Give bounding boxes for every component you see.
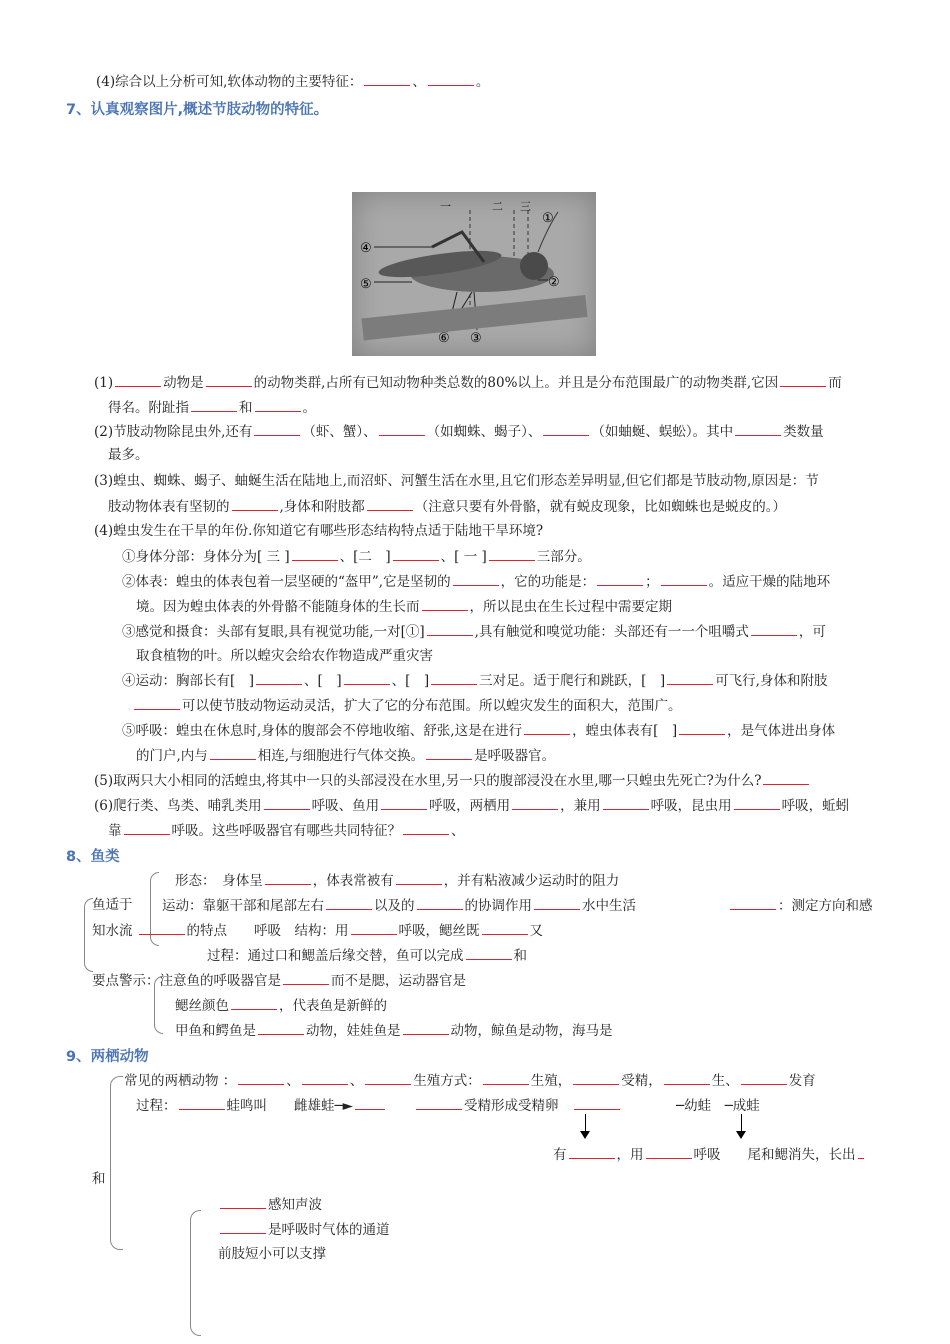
text: (6)爬行类、鸟类、哺乳类用: [94, 798, 262, 814]
arrow-icon: ─►: [334, 1098, 354, 1114]
answer-blank[interactable]: [453, 572, 499, 586]
answer-blank[interactable]: [574, 1096, 620, 1110]
text: 知水流: [92, 923, 133, 939]
answer-blank[interactable]: [751, 622, 797, 636]
text: 受精，: [621, 1073, 662, 1089]
answer-blank[interactable]: [326, 896, 372, 910]
text: 过程：: [136, 1098, 177, 1114]
s8-process: [207, 946, 527, 965]
section-9-title: 9、两栖动物: [66, 1049, 149, 1065]
answer-blank[interactable]: [264, 796, 310, 810]
text: 要点警示：注意鱼的呼吸器官是: [92, 973, 281, 989]
s7-line-3b: [108, 497, 786, 516]
text: 受精形成受精卵: [464, 1098, 559, 1114]
grasshopper-drawing: [352, 192, 596, 356]
answer-blank[interactable]: [351, 921, 397, 935]
answer-blank[interactable]: [355, 1096, 385, 1110]
answer-blank[interactable]: [403, 821, 449, 835]
text: ①身体分部：身体分为[ 三 ]: [122, 549, 290, 565]
answer-blank[interactable]: [597, 572, 643, 586]
text: 呼吸，鳃丝既: [398, 923, 480, 939]
dash: ─: [676, 1098, 685, 1114]
answer-blank[interactable]: [483, 1071, 529, 1085]
s7-line-4-2: [122, 572, 830, 591]
text: (1): [94, 375, 114, 391]
answer-blank[interactable]: [403, 1021, 449, 1035]
answer-blank[interactable]: [569, 1145, 615, 1159]
text: (2)节肢动物除昆虫外,还有: [94, 424, 253, 440]
text: ③感觉和摄食：头部有复眼,具有视觉功能,一对[①]: [122, 624, 425, 640]
answer-blank[interactable]: [265, 871, 311, 885]
text: 成蛙: [732, 1098, 760, 1114]
answer-blank[interactable]: [256, 671, 302, 685]
section-8-title: 8、鱼类: [66, 849, 120, 865]
text: 、[ ]: [304, 673, 342, 689]
text: 幼蛙: [684, 1098, 712, 1114]
s7-line-2: [94, 422, 824, 441]
answer-blank[interactable]: [679, 721, 725, 735]
text: 甲鱼和鳄鱼是: [175, 1023, 256, 1039]
text: 境。因为蝗虫体表的外骨骼不能随身体的生长而: [136, 599, 420, 615]
s9-and: [92, 1170, 106, 1188]
s8-form: [175, 871, 619, 890]
answer-blank[interactable]: [220, 1195, 266, 1209]
text: （如蚰蜒、蜈蚣）。其中: [591, 424, 734, 440]
text: 而不是腮，运动器官是: [331, 973, 466, 989]
q4-4-line: [96, 72, 489, 91]
fig-circ-4: ④: [360, 241, 372, 256]
s8-color: [175, 996, 387, 1015]
s7-line-4-4b: [132, 696, 682, 715]
text: 的动物类群,占所有已知动物种类总数的80%以上。并且是分布范围最广的动物类群,它因: [253, 375, 779, 391]
fig-circ-5: ⑤: [360, 277, 372, 292]
answer-blank[interactable]: [365, 1071, 411, 1085]
answer-blank[interactable]: [466, 946, 512, 960]
text: 生殖方式：: [413, 1073, 481, 1089]
text: 生、: [711, 1073, 739, 1089]
s9-nose: [218, 1220, 390, 1239]
text: （虾、蟹）、: [302, 424, 377, 440]
answer-blank[interactable]: [364, 72, 410, 86]
answer-blank[interactable]: [210, 746, 256, 760]
answer-blank[interactable]: [482, 921, 528, 935]
answer-blank[interactable]: [489, 547, 535, 561]
text: 、: [349, 1073, 364, 1089]
q4-4-text: (4)综合以上分析可知,软体动物的主要特征：: [96, 74, 363, 90]
text: 可以使节肢动物运动灵活，扩大了它的分布范围。所以蝗灾发生的面积大，范围广。: [182, 698, 682, 714]
grasshopper-figure: [352, 192, 596, 356]
answer-blank[interactable]: [220, 1220, 266, 1234]
text: 呼吸，蚯蚓: [781, 798, 850, 814]
answer-blank[interactable]: [191, 398, 237, 412]
text: 得名。附趾指: [108, 400, 189, 416]
answer-blank[interactable]: [543, 422, 589, 436]
text: 。: [302, 400, 316, 416]
answer-blank[interactable]: [179, 1096, 225, 1110]
answer-blank[interactable]: [426, 746, 472, 760]
answer-blank[interactable]: [115, 373, 161, 387]
answer-blank[interactable]: [416, 1096, 462, 1110]
answer-blank[interactable]: [667, 671, 713, 685]
answer-blank[interactable]: [730, 896, 776, 910]
s8-animals: [175, 1021, 613, 1040]
text: ，所以昆虫在生长过程中需要定期: [469, 599, 672, 615]
s9-ear: [218, 1195, 322, 1214]
s7-line-4: [94, 522, 543, 540]
text: ，兼用: [560, 798, 601, 814]
text: 水中生活: [582, 898, 636, 914]
answer-blank[interactable]: [763, 771, 809, 785]
text: (5)取两只大小相同的活蝗虫,将其中一只的头部浸没在水里,另一只的腹部浸没在水里,哪一只蝗虫先死亡?为什么?: [94, 773, 762, 789]
text: 、: [286, 1073, 300, 1089]
s9-process: [136, 1096, 760, 1115]
s8-move: [162, 896, 636, 915]
text: 发育: [788, 1073, 816, 1089]
answer-blank[interactable]: [431, 671, 477, 685]
text: 呼吸，昆虫用: [650, 798, 732, 814]
answer-blank[interactable]: [302, 1071, 348, 1085]
sep: 、: [412, 74, 426, 90]
text: 、[ ]: [391, 673, 430, 689]
text: 呼吸: [693, 1147, 721, 1163]
s7-line-4-5: [122, 721, 835, 740]
text: 是呼吸器官。: [474, 748, 556, 764]
text: (4)蝗虫发生在干旱的年份.你知道它有哪些形态结构特点适于陆地干旱环境?: [94, 523, 544, 539]
text: 、: [451, 823, 465, 839]
text: 动物，鲸鱼是动物，海马是: [450, 1023, 613, 1039]
text: 三部分。: [536, 549, 591, 565]
text: ⑤呼吸：蝗虫在休息时,身体的腹部会不停地收缩、舒张,这是在进行: [122, 723, 523, 739]
text: 蛙鸣叫: [226, 1098, 267, 1114]
fig-circ-2: ②: [548, 275, 560, 290]
text: 的特点: [186, 923, 227, 939]
s7-line-1: [94, 373, 842, 392]
s7-line-1b: [108, 398, 316, 417]
text: 又: [529, 923, 543, 939]
text: 以及的: [374, 898, 415, 914]
text: 的协调作用: [464, 898, 532, 914]
fig-label-2: 二: [492, 200, 503, 213]
answer-blank[interactable]: [734, 796, 780, 810]
answer-blank[interactable]: [238, 1071, 284, 1085]
text: （如蜘蛛、蝎子）、: [426, 424, 542, 440]
text: ,身体和附肢都: [279, 499, 365, 515]
answer-blank[interactable]: [427, 622, 473, 636]
text: 呼吸 结构：用: [254, 923, 349, 939]
fig-circ-3: ③: [470, 331, 482, 346]
text: ；: [645, 574, 659, 590]
text: 常见的两栖动物 ：: [124, 1073, 237, 1089]
text: 动物，娃娃鱼是: [306, 1023, 401, 1039]
section-7-title: 7、认真观察图片,概述节肢动物的特征。: [66, 102, 329, 118]
answer-blank[interactable]: [283, 971, 329, 985]
s7-line-5: [94, 771, 811, 790]
answer-blank[interactable]: [603, 796, 649, 810]
text: 形态： 身体呈: [175, 873, 263, 889]
fig-label-3: 三: [520, 200, 531, 213]
answer-blank[interactable]: [735, 422, 781, 436]
answer-blank[interactable]: [134, 696, 180, 710]
s8-side1: [92, 896, 133, 914]
text: ④运动：胸部长有[ ]: [122, 673, 255, 689]
answer-blank[interactable]: [524, 721, 570, 735]
s7-line-4-3b: [136, 647, 433, 665]
text: 呼吸，两栖用: [429, 798, 511, 814]
text: 鳃丝颜色: [175, 998, 229, 1014]
text: 取食植物的叶。所以蝗灾会给农作物造成严重灾害: [136, 648, 433, 664]
s7-line-4-5b: [136, 746, 555, 765]
s9-has: [553, 1145, 866, 1164]
text: 肢动物体表有坚韧的: [108, 499, 230, 515]
brace: [110, 1076, 123, 1250]
s8-breath: [92, 921, 543, 940]
fig-label-1: 一: [440, 200, 451, 213]
s7-line-3: [94, 472, 819, 490]
text: 、[ 一 ]: [440, 549, 487, 565]
text: ,具有触觉和嗅觉功能：头部还有一一个咀嚼式: [474, 624, 749, 640]
text: ，可: [798, 624, 826, 640]
answer-blank[interactable]: [646, 1145, 692, 1159]
text: ②体表：蝗虫的体表包着一层坚硬的“盔甲”,它是坚韧的: [122, 574, 451, 590]
text: 三对足。适于爬行和跳跃，[ ]: [479, 673, 666, 689]
text: 过程：通过口和鳃盖后缘交替，鱼可以完成: [207, 948, 464, 964]
down-arrow-icon: [585, 1114, 586, 1132]
text: ，它的功能是：: [500, 574, 596, 590]
answer-blank[interactable]: [664, 1071, 710, 1085]
text: 和: [239, 400, 253, 416]
text: ，是气体进出身体: [727, 723, 836, 739]
text: 和: [513, 948, 527, 964]
answer-blank[interactable]: [381, 796, 427, 810]
answer-blank[interactable]: [512, 796, 558, 810]
s7-line-4-4: [122, 671, 827, 690]
answer-blank[interactable]: [367, 497, 413, 511]
answer-blank[interactable]: [232, 497, 278, 511]
answer-blank[interactable]: [428, 72, 474, 86]
s7-line-4-3: [122, 622, 826, 641]
s8-sense: [728, 896, 873, 915]
answer-blank[interactable]: [206, 373, 252, 387]
end: 。: [475, 74, 490, 90]
answer-blank[interactable]: [254, 422, 300, 436]
answer-blank[interactable]: [231, 996, 277, 1010]
answer-blank[interactable]: [139, 921, 185, 935]
fig-circ-1: ①: [542, 211, 554, 226]
text: 呼吸、鱼用: [311, 798, 380, 814]
text: ，体表常被有: [312, 873, 394, 889]
text: ，蝗虫体表有[ ]: [572, 723, 678, 739]
text: ：测定方向和感: [778, 898, 873, 914]
text: 鱼适于: [92, 897, 133, 913]
answer-blank[interactable]: [661, 572, 707, 586]
answer-blank[interactable]: [417, 896, 463, 910]
text: 雌雄蛙: [294, 1098, 335, 1114]
text: 、[二 ]: [339, 549, 391, 565]
text: 而: [828, 375, 842, 391]
text: 类数量: [783, 424, 824, 440]
text: ，代表鱼是新鲜的: [279, 998, 387, 1014]
dash: ─: [724, 1098, 733, 1114]
answer-blank[interactable]: [393, 547, 439, 561]
text: 生殖，: [530, 1073, 572, 1089]
answer-blank[interactable]: [379, 422, 425, 436]
text: （注意只要有外骨骼，就有蜕皮现象，比如蜘蛛也是蜕皮的。）: [414, 499, 787, 515]
text: 。适应干燥的陆地环: [708, 574, 831, 590]
text: (3)蝗虫、蜘蛛、蝎子、蚰蜒生活在陆地上,而沼虾、河蟹生活在水里,且它们形态差异明显,但它们都是节肢动物,原因是：节: [94, 473, 819, 489]
text: 靠: [108, 823, 122, 839]
text: 靠躯干部和尾部左右: [202, 898, 324, 914]
down-arrow-icon: [741, 1114, 742, 1132]
answer-blank[interactable]: [422, 597, 468, 611]
text: 尾和鳃消失，长出: [747, 1147, 856, 1163]
answer-blank[interactable]: [255, 398, 301, 412]
answer-blank[interactable]: [741, 1071, 787, 1085]
s7-line-2b: [108, 446, 149, 464]
text: ，并有粘液减少运动时的阻力: [443, 873, 620, 889]
text: 前肢短小可以支撑: [218, 1246, 326, 1262]
text: 可飞行,身体和附肢: [715, 673, 828, 689]
s7-line-4-2b: [136, 597, 672, 616]
s7-line-6: [94, 796, 849, 815]
text: 呼吸。这些呼吸器官有哪些共同特征？: [171, 823, 401, 839]
text: 动物是: [163, 375, 204, 391]
s7-line-6b: [108, 821, 465, 840]
fig-circ-6: ⑥: [438, 331, 450, 346]
text: 是呼吸时气体的通道: [268, 1222, 390, 1238]
text: 运动：: [162, 898, 203, 914]
answer-blank[interactable]: [780, 373, 826, 387]
text: ，用: [616, 1147, 644, 1163]
answer-blank[interactable]: [573, 1071, 619, 1085]
answer-blank[interactable]: [396, 871, 442, 885]
s7-line-4-1: [122, 547, 591, 566]
s9-forelimb: [218, 1245, 326, 1263]
answer-blank[interactable]: [124, 821, 170, 835]
s8-warn: [92, 971, 466, 990]
answer-blank[interactable]: [858, 1145, 864, 1159]
answer-blank[interactable]: [258, 1021, 304, 1035]
text: 的门户,内与: [136, 748, 208, 764]
text: 相连,与细胞进行气体交换。: [257, 748, 425, 764]
answer-blank[interactable]: [292, 547, 338, 561]
answer-blank[interactable]: [534, 896, 580, 910]
text: 最多。: [108, 447, 149, 463]
text: 感知声波: [268, 1197, 322, 1213]
s9-common: [124, 1071, 816, 1090]
text: 有: [553, 1147, 567, 1163]
brace: [190, 1210, 201, 1336]
answer-blank[interactable]: [344, 671, 390, 685]
text: 和: [92, 1171, 106, 1187]
